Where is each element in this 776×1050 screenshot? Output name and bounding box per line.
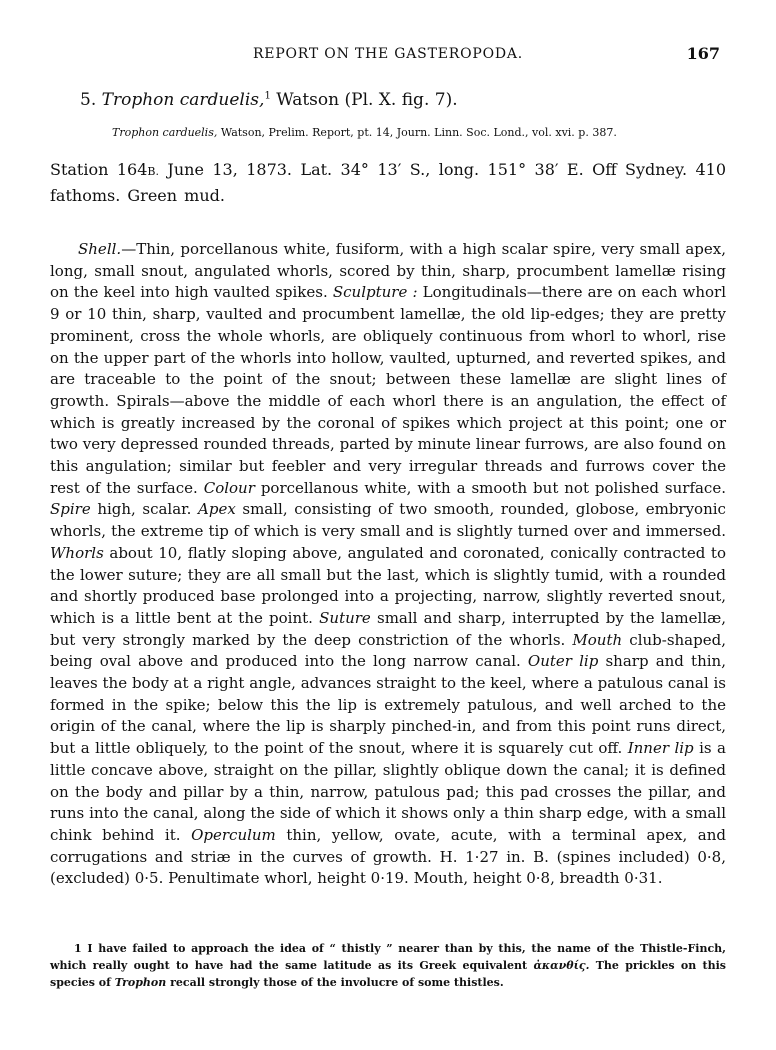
running-title: REPORT ON THE GASTEROPODA. bbox=[252, 46, 524, 62]
station-details: June 13, 1873. Lat. 34° 13′ S., long. 151° 38′ E. Off Sydney. 410 fathoms. Green mud. bbox=[50, 160, 727, 205]
spire-text: high, scalar. bbox=[97, 500, 192, 519]
suture-text: small and sharp, interrupted by the lamellæ, but very strongly marked by the deep constriction of the whorls. bbox=[50, 608, 726, 649]
footnote-marker: 1 bbox=[74, 942, 82, 955]
colour-label: Colour bbox=[203, 478, 255, 497]
footnote-text-before: I have failed to approach the idea of “ thistly ” nearer than by this, the name of the Thistle-Finch, which really ought to have had the same latitude as its Greek equivalent bbox=[50, 942, 726, 972]
outer-lip-text: sharp and thin, leaves the body at a right angle, advances straight to the keel, where a patulous canal is formed in the spike; below this the lip is extremely patulous, and well arched to the origin of the canal, where the lip is sharply pinched-in, and from this point runs direct, but a little obliquely, to the point of the snout, where it is squarely cut off. bbox=[50, 652, 726, 758]
operculum-label: Operculum bbox=[191, 825, 276, 844]
shell-description bbox=[50, 239, 726, 890]
station-record bbox=[50, 158, 726, 208]
apex-text: small, consisting of two smooth, rounded, globose, embryonic whorls, the extreme tip of which is very small and is slightly turned over and immersed. bbox=[50, 500, 726, 541]
inner-lip-label: Inner lip bbox=[627, 739, 694, 758]
operculum-text: thin, yellow, ovate, acute, with a terminal apex, and corrugations and striæ in the curves of growth. bbox=[50, 825, 726, 866]
footnote-text-after: recall strongly those of the involucre of some thistles. bbox=[170, 976, 504, 989]
reference-species-name: Trophon carduelis, bbox=[112, 126, 218, 139]
inner-lip-text: is a little concave above, straight on the pillar, slightly oblique down the canal; it is defined on the body and pillar by a thin, narrow, patulous pad; this pad crosses the pillar, and runs into the canal, along the side of which it shows only a thin sharp edge, with a small chink behind it. bbox=[50, 739, 726, 844]
species-heading bbox=[80, 90, 458, 110]
page-number: 167 bbox=[686, 44, 720, 63]
footnote bbox=[50, 940, 726, 991]
measurements-text: H. 1·27 in. B. (spines included) 0·8, (excluded) 0·5. Penultimate whorl, height 0·19. Mouth, height 0·8, breadth 0·31. bbox=[50, 847, 726, 888]
colour-text: porcellanous white, with a smooth but not polished surface. bbox=[260, 478, 726, 497]
shell-label: Shell. bbox=[78, 240, 122, 258]
apex-label: Apex bbox=[198, 500, 236, 519]
outer-lip-label: Outer lip bbox=[527, 652, 599, 671]
bibliographic-reference bbox=[112, 126, 617, 139]
spire-label: Spire bbox=[50, 500, 91, 519]
station-label-suffix: B. bbox=[147, 165, 159, 178]
whorls-label: Whorls bbox=[50, 543, 104, 562]
mouth-label: Mouth bbox=[572, 630, 623, 649]
shell-text: —Thin, porcellanous white, fusiform, with a high scalar spire, very small apex, long, small snout, angulated whorls, scored by thin, sharp, procumbent lamellæ rising on the keel into high vaulted spikes. bbox=[50, 240, 726, 302]
footnote-genus: Trophon bbox=[114, 976, 167, 989]
whorls-text: about 10, flatly sloping above, angulated and coronated, conically contracted to the lower suture; they are all small but the last, which is slightly tumid, with a rounded and shortly produced base prolonged into a projecting, narrow, slightly reverted snout, which is a little bent at the point. bbox=[50, 543, 726, 627]
suture-label: Suture bbox=[319, 608, 371, 627]
footnote-reference: 1 bbox=[264, 90, 271, 102]
reference-text: Watson, Prelim. Report, pt. 14, Journ. Linn. Soc. Lond., vol. xvi. p. 387. bbox=[220, 126, 617, 139]
species-authority: Watson (Pl. X. fig. 7). bbox=[276, 90, 458, 110]
species-number: 5. bbox=[80, 90, 97, 110]
footnote-text-middle: The prickles on this species of bbox=[50, 959, 726, 989]
species-name: Trophon carduelis, bbox=[101, 90, 265, 110]
mouth-text: club-shaped, being oval above and produced into the long narrow canal. bbox=[50, 630, 726, 671]
footnote-greek-word: ἀκανθίς. bbox=[533, 959, 590, 972]
sculpture-label: Sculpture : bbox=[332, 283, 418, 302]
station-label: Station 164 bbox=[50, 160, 148, 179]
sculpture-text: Longitudinals—there are on each whorl 9 or 10 thin, sharp, vaulted and procumbent lamellæ, the old lip-edges; they are pretty prominent, cross the whole whorls, are obliquely continuous from whorl to whorl, rise on the upper part of the whorls into hollow, vaulted, upturned, and reverted spikes, and are traceable to the point of the snout; between these lamellæ are slight lines of growth. Spirals—above the middle of each whorl there is an angulation, the effect of which is greatly increased by the coronal of spikes which project at this point; one or two very depressed rounded threads, parted by minute linear furrows, are also found on this angulation; similar but feebler and very irregular threads and furrows cover the rest of the surface. bbox=[50, 283, 726, 497]
